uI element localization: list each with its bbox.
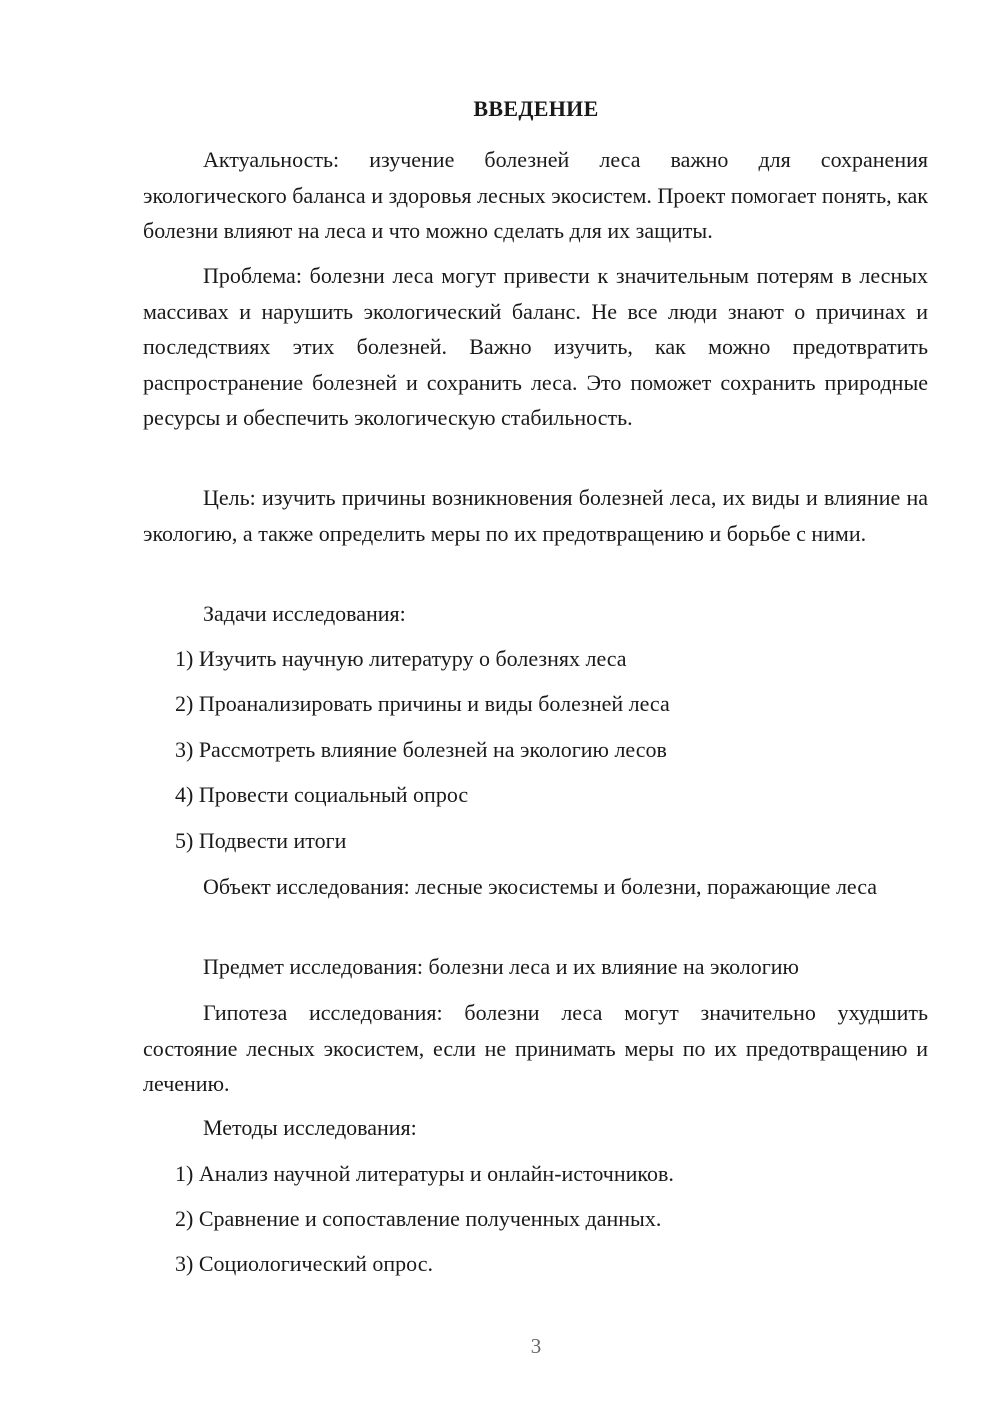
list-item: 5) Подвести итоги: [175, 828, 347, 853]
object-paragraph: Объект исследования: лесные экосистемы и болезни, поражающие леса: [203, 874, 878, 899]
list-item: 2) Сравнение и сопоставление полученных данных.: [175, 1206, 662, 1231]
methods-heading: Методы исследования:: [203, 1115, 417, 1140]
list-item: 4) Провести социальный опрос: [175, 782, 469, 807]
page-number: 3: [530, 1334, 542, 1358]
subject-paragraph: Предмет исследования: болезни леса и их влияние на экологию: [203, 954, 799, 979]
list-item: 1) Изучить научную литературу о болезнях леса: [175, 646, 627, 671]
relevance-paragraph: Актуальность: изучение болезней леса важно для сохранения экологического баланса и здоровья лесных экосистем. Проект помогает понять, как болезни влияют на леса и что можно сделать для их защиты.: [143, 147, 928, 243]
list-item: 3) Социологический опрос.: [175, 1251, 433, 1276]
problem-paragraph: Проблема: болезни леса могут привести к значительным потерям в лесных массивах и нарушить экологический баланс. Не все люди знают о причинах и последствиях этих болезней. Важно изучить, как можно предотвратить распространение болезней и сохранить леса. Это поможет сохранить природные ресурсы и обеспечить экологическую стабильность.: [143, 263, 928, 430]
section-heading: ВВЕДЕНИЕ: [473, 96, 599, 121]
list-item: 1) Анализ научной литературы и онлайн-источников.: [175, 1161, 674, 1186]
list-item: 2) Проанализировать причины и виды болезней леса: [175, 691, 670, 716]
list-item: 3) Рассмотреть влияние болезней на экологию лесов: [175, 737, 667, 762]
tasks-heading: Задачи исследования:: [203, 601, 406, 626]
goal-paragraph: Цель: изучить причины возникновения болезней леса, их виды и влияние на экологию, а также определить меры по их предотвращению и борьбе с ними.: [143, 485, 928, 546]
hypothesis-paragraph: Гипотеза исследования: болезни леса могут значительно ухудшить состояние лесных экосистем, если не принимать меры по их предотвращению и лечению.: [143, 1000, 928, 1096]
